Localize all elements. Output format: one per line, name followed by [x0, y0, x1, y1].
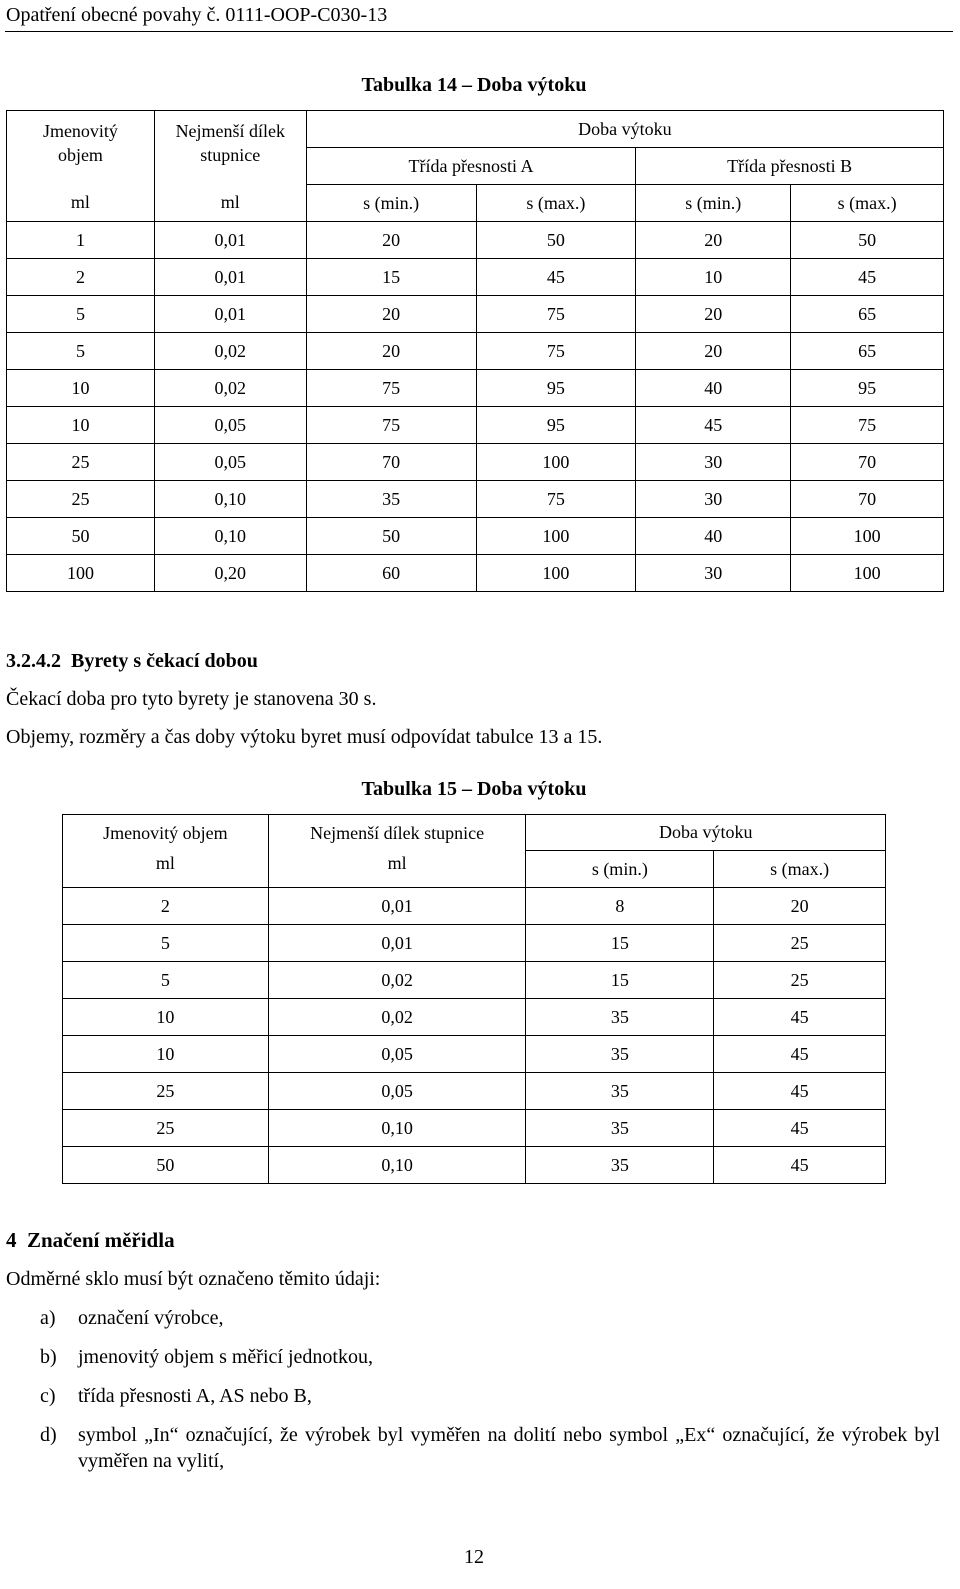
table14-header-division-line2: stupnice [200, 145, 261, 165]
table14-cell: 95 [791, 370, 944, 407]
page-number: 12 [464, 1546, 484, 1568]
table14-cell: 50 [306, 518, 476, 555]
table15-row [63, 925, 886, 962]
table14-row [7, 222, 944, 259]
table15-header-division [268, 815, 526, 888]
table14-cell: 75 [476, 333, 636, 370]
table15-header-nominal [63, 815, 269, 888]
table15-row [63, 888, 886, 925]
table14-row [7, 259, 944, 296]
table14-header-nominal [7, 111, 155, 185]
table14-header-flow: Doba výtoku [306, 111, 943, 148]
list-item-a-text: označení výrobce, [78, 1307, 224, 1329]
table14-cell: 75 [306, 407, 476, 444]
table14-unit-b-max: s (max.) [791, 185, 944, 222]
table15-row [63, 999, 886, 1036]
list-item-d-letter: d) [40, 1424, 57, 1446]
section-4-number: 4 [6, 1228, 17, 1252]
table15-row [63, 1036, 886, 1073]
table14-cell: 70 [791, 444, 944, 481]
table14-cell: 100 [791, 555, 944, 592]
table14-cell: 45 [791, 259, 944, 296]
table14-cell: 100 [791, 518, 944, 555]
table14 [6, 110, 944, 592]
table14-cell: 20 [306, 333, 476, 370]
table15-header-division-label: Nejmenší dílek stupnice [310, 823, 485, 843]
document-header-title: Opatření obecné povahy č. 0111-OOP-C030-13 [6, 4, 388, 26]
table14-cell: 50 [476, 222, 636, 259]
table14-cell: 20 [636, 296, 791, 333]
table14-cell: 45 [476, 259, 636, 296]
table14-row [7, 481, 944, 518]
table15-cell: 25 [714, 962, 886, 999]
table14-header-division-line1: Nejmenší dílek [175, 121, 286, 141]
table14-cell: 40 [636, 370, 791, 407]
table14-row [7, 407, 944, 444]
table14-cell: 20 [306, 222, 476, 259]
table15-cell: 0,10 [268, 1147, 526, 1184]
table14-cell: 75 [476, 296, 636, 333]
table14-cell: 1 [7, 222, 155, 259]
list-item-c-letter: c) [40, 1385, 56, 1407]
table15-cell: 0,01 [268, 888, 526, 925]
table15-header-nominal-label: Jmenovitý objem [103, 823, 228, 843]
list-item-b-letter: b) [40, 1346, 57, 1368]
section-3242-number: 3.2.4.2 [6, 650, 61, 672]
table15-cell: 10 [63, 999, 269, 1036]
table15-row [63, 1147, 886, 1184]
table14-cell: 100 [476, 444, 636, 481]
table14-unit-b-min: s (min.) [636, 185, 791, 222]
table14-cell: 25 [7, 444, 155, 481]
table14-cell: 15 [306, 259, 476, 296]
table14-cell: 0,01 [154, 296, 306, 333]
table15-cell: 0,05 [268, 1073, 526, 1110]
table14-cell: 0,10 [154, 481, 306, 518]
table14-cell: 0,02 [154, 370, 306, 407]
table15-cell: 45 [714, 999, 886, 1036]
table14-cell: 35 [306, 481, 476, 518]
table14-cell: 25 [7, 481, 155, 518]
table14-cell: 10 [7, 407, 155, 444]
table14-cell: 40 [636, 518, 791, 555]
table15-cell: 0,02 [268, 999, 526, 1036]
table14-header-class-b: Třída přesnosti B [636, 148, 944, 185]
table14-cell: 5 [7, 333, 155, 370]
section-4-heading [6, 1228, 175, 1253]
table14-cell: 65 [791, 296, 944, 333]
table14-caption: Tabulka 14 – Doba výtoku [361, 74, 587, 96]
table15-cell: 35 [526, 1147, 714, 1184]
list-item-c-text: třída přesnosti A, AS nebo B, [78, 1385, 312, 1407]
table15-row [63, 1110, 886, 1147]
section-3242-heading [6, 650, 258, 673]
table14-unit-division: ml [154, 185, 306, 222]
table15-cell: 15 [526, 962, 714, 999]
table14-cell: 30 [636, 555, 791, 592]
table14-cell: 30 [636, 481, 791, 518]
table15-unit-max: s (max.) [714, 851, 886, 888]
list-item-b-text: jmenovitý objem s měřicí jednotkou, [78, 1346, 373, 1368]
table14-cell: 0,20 [154, 555, 306, 592]
table14-unit-a-min: s (min.) [306, 185, 476, 222]
table15-row [63, 962, 886, 999]
table14-cell: 2 [7, 259, 155, 296]
table15-cell: 8 [526, 888, 714, 925]
table14-cell: 75 [306, 370, 476, 407]
table14-cell: 0,05 [154, 407, 306, 444]
table14-cell: 20 [636, 222, 791, 259]
table14-unit-nominal: ml [7, 185, 155, 222]
table14-header-nominal-line1: Jmenovitý [42, 121, 118, 141]
table15-cell: 25 [63, 1110, 269, 1147]
table15-cell: 45 [714, 1073, 886, 1110]
table15-cell: 0,10 [268, 1110, 526, 1147]
table15-cell: 45 [714, 1147, 886, 1184]
table15-cell: 0,02 [268, 962, 526, 999]
section-3242-title: Byrety s čekací dobou [71, 650, 258, 672]
table14-cell: 75 [476, 481, 636, 518]
table15-header-division-unit: ml [387, 853, 407, 873]
table15-caption: Tabulka 15 – Doba výtoku [361, 778, 587, 800]
table15-cell: 2 [63, 888, 269, 925]
table15-header-nominal-unit: ml [155, 853, 175, 873]
table14-cell: 50 [7, 518, 155, 555]
table14-cell: 75 [791, 407, 944, 444]
table14-body [7, 222, 944, 592]
table14-row [7, 370, 944, 407]
table14-cell: 0,05 [154, 444, 306, 481]
table15-cell: 0,01 [268, 925, 526, 962]
table14-header-nominal-line2: objem [57, 145, 103, 165]
table15-cell: 35 [526, 999, 714, 1036]
table15-cell: 5 [63, 925, 269, 962]
table15-cell: 25 [714, 925, 886, 962]
table15-cell: 25 [63, 1073, 269, 1110]
table14-row [7, 518, 944, 555]
table14-cell: 70 [791, 481, 944, 518]
table14-row [7, 444, 944, 481]
table14-cell: 45 [636, 407, 791, 444]
table14-cell: 100 [7, 555, 155, 592]
table14-row [7, 296, 944, 333]
table15-body [63, 888, 886, 1184]
section-4-intro: Odměrné sklo musí být označeno těmito údaji: [6, 1268, 381, 1290]
table14-cell: 100 [476, 518, 636, 555]
list-item-d-text: symbol „In“ označující, že výrobek byl vyměřen na dolití nebo symbol „Ex“ označující, že výrobek byl vyměřen na vylití, [78, 1424, 940, 1472]
table15-cell: 50 [63, 1147, 269, 1184]
table15-cell: 20 [714, 888, 886, 925]
table15-cell: 45 [714, 1036, 886, 1073]
table14-header-division [154, 111, 306, 185]
list-item-a-letter: a) [40, 1307, 56, 1329]
table14-row [7, 555, 944, 592]
table14-row [7, 333, 944, 370]
table14-cell: 65 [791, 333, 944, 370]
section-3242-paragraph-2: Objemy, rozměry a čas doby výtoku byret musí odpovídat tabulce 13 a 15. [6, 726, 603, 748]
table14-cell: 95 [476, 370, 636, 407]
table14-cell: 5 [7, 296, 155, 333]
table14-cell: 100 [476, 555, 636, 592]
table15-cell: 35 [526, 1073, 714, 1110]
section-4-title: Značení měřidla [27, 1228, 175, 1252]
table14-header-class-a: Třída přesnosti A [306, 148, 636, 185]
table15-header-flow: Doba výtoku [526, 815, 886, 851]
table14-unit-a-max: s (max.) [476, 185, 636, 222]
table14-cell: 20 [306, 296, 476, 333]
table14-cell: 0,10 [154, 518, 306, 555]
table15-cell: 15 [526, 925, 714, 962]
table14-cell: 0,02 [154, 333, 306, 370]
table15-row [63, 1073, 886, 1110]
table14-cell: 20 [636, 333, 791, 370]
table15-cell: 45 [714, 1110, 886, 1147]
table14-cell: 10 [636, 259, 791, 296]
table15-unit-min: s (min.) [526, 851, 714, 888]
table14-cell: 50 [791, 222, 944, 259]
table15-cell: 0,05 [268, 1036, 526, 1073]
table15-cell: 35 [526, 1110, 714, 1147]
table14-cell: 0,01 [154, 222, 306, 259]
table14-cell: 10 [7, 370, 155, 407]
table14-cell: 70 [306, 444, 476, 481]
table14-cell: 60 [306, 555, 476, 592]
table15-cell: 5 [63, 962, 269, 999]
section-3242-paragraph-1: Čekací doba pro tyto byrety je stanovena 30 s. [6, 688, 377, 710]
table14-cell: 30 [636, 444, 791, 481]
table14-cell: 95 [476, 407, 636, 444]
table15 [62, 814, 886, 1184]
header-rule [5, 31, 953, 32]
table15-cell: 10 [63, 1036, 269, 1073]
table14-cell: 0,01 [154, 259, 306, 296]
table15-cell: 35 [526, 1036, 714, 1073]
